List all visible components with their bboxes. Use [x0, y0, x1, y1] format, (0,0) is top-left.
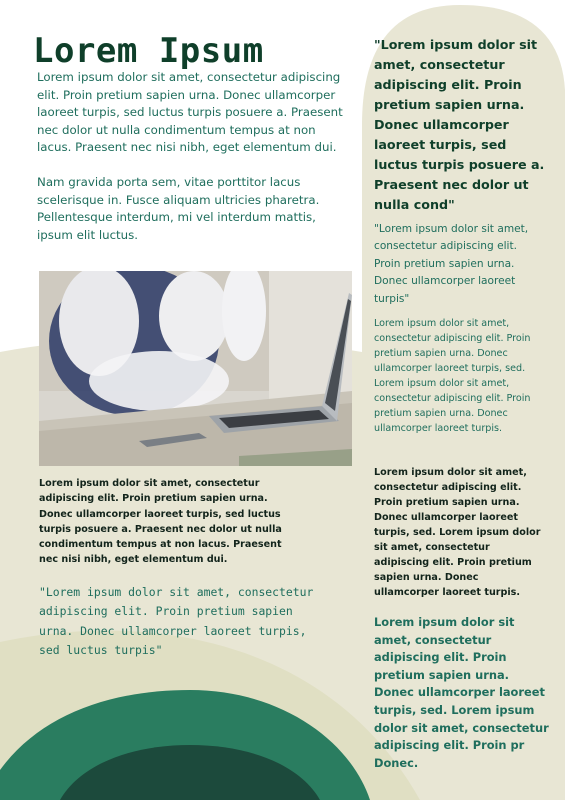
sidebar-paragraph: Lorem ipsum dolor sit amet, consectetur adipiscing elit. Proin pretium sapien urna. Donec ullamcorper laoreet turpis, sed. Lorem ipsum dolor sit amet, consectetur adipiscing elit. Proin pretium sapien urna. Donec ullamcorper laoreet turpis. — [374, 318, 531, 434]
mono-quote: "Lorem ipsum dolor sit amet, consectetur adipiscing elit. Proin pretium sapien urna. Donec ullamcorper laoreet turpis, sed luctus turpis" — [39, 585, 314, 657]
intro-paragraph-1: Lorem ipsum dolor sit amet, consectetur adipiscing elit. Proin pretium sapien urna. Donec ullamcorper laoreet turpis, sed luctus turpis posuere a. Praesent nec dolor ut nulla condimentum tempus at non lacus. Praesent nec nisi nibh, eget elementum dui. — [37, 70, 343, 155]
laptop-desk-photo-icon — [39, 271, 352, 466]
sidebar-bold-paragraph: Lorem ipsum dolor sit amet, consectetur adipiscing elit. Proin pretium sapien urna. Donec ullamcorper laoreet turpis, sed. Lorem ipsum dolor sit amet, consectetur adipiscing elit. Proin pretium sapien urna. Donec ullamcorper laoreet turpis. — [374, 467, 541, 598]
bold-paragraph: Lorem ipsum dolor sit amet, consectetur adipiscing elit. Proin pretium sapien urna. Donec ullamcorper laoreet turpis, sed luctus turpis posuere a. Praesent nec dolor ut nulla condimentum tempus at non lacus. Praesent nec nisi nibh, eget elementum dui. — [39, 478, 282, 566]
intro-paragraph-2: Nam gravida porta sem, vitae porttitor lacus scelerisque in. Fusce aliquam ultricies pharetra. Pellentesque interdum, mi vel interdum mattis, ipsum elit luctus. — [37, 174, 320, 242]
intro-text — [37, 69, 347, 261]
sidebar-pull-quote: "Lorem ipsum dolor sit amet, consectetur adipiscing elit. Proin pretium sapien urna. Donec ullamcorper laoreet turpis, sed luctus turpis posuere a. Praesent nec dolor ut nulla cond" — [374, 37, 545, 212]
laptop-photo — [39, 271, 352, 466]
page-title: Lorem Ipsum — [33, 31, 264, 71]
sidebar-bold-teal-paragraph: Lorem ipsum dolor sit amet, consectetur adipiscing elit. Proin pretium sapien urna. Donec ullamcorper laoreet turpis, sed. Lorem ipsum dolor sit amet, consectetur adipiscing elit. Proin pr Donec. — [374, 615, 549, 770]
sidebar-small-quote: "Lorem ipsum dolor sit amet, consectetur adipiscing elit. Proin pretium sapien urna. Donec ullamcorper laoreet turpis" — [374, 223, 529, 305]
